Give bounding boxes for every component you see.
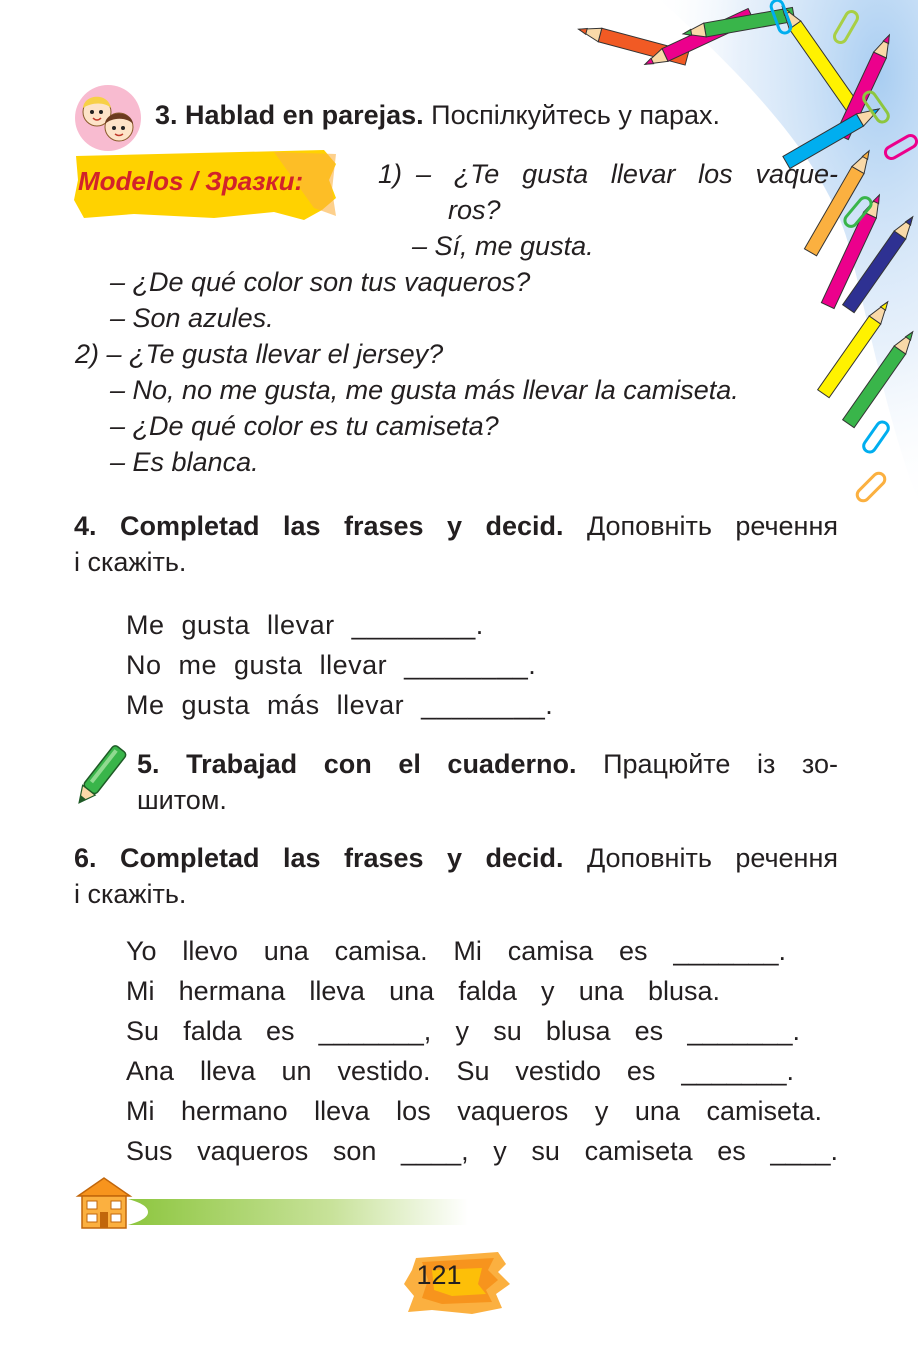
- footer-green-bar: [128, 1197, 468, 1227]
- dialogue-1-question-b: ros?: [448, 195, 501, 225]
- models-label-box: [74, 150, 336, 220]
- exercise-6-heading-cont: і скажіть.: [74, 879, 187, 909]
- exercise-title-es: Completad las frases y decid.: [120, 511, 564, 541]
- exercise-title-uk: Доповніть речення: [586, 843, 838, 873]
- dialogue-1-answer-2: – Son azules.: [110, 303, 274, 333]
- dialogue-2-answer: – No, no me gusta, me gusta más llevar la camiseta.: [110, 375, 739, 405]
- exercise-4-line: Me gusta más llevar ________.: [126, 690, 554, 720]
- exercise-title-uk: Доповніть речення: [586, 511, 838, 541]
- colored-pencils-decoration: [540, 0, 918, 520]
- exercise-title-uk: Поспілкуйтесь у парах.: [431, 100, 720, 130]
- dialogue-2-answer-2: – Es blanca.: [110, 447, 259, 477]
- dialogue-1-question-a: – ¿Te gusta llevar los vaque-: [416, 159, 838, 189]
- exercise-6-line: Su falda es _______, y su blusa es _______.: [126, 1016, 800, 1046]
- exercise-6-line: Ana lleva un vestido. Su vestido es _______.: [126, 1056, 794, 1086]
- exercise-5-heading-cont: шитом.: [137, 785, 227, 815]
- exercise-title-uk: Працюйте із зо-: [603, 749, 838, 779]
- exercise-6-line: Mi hermano lleva los vaqueros y una camiseta.: [126, 1096, 822, 1126]
- dialogue-2-question: 2) – ¿Te gusta llevar el jersey?: [75, 339, 444, 369]
- exercise-4-heading-cont: і скажіть.: [74, 547, 187, 577]
- exercise-number: 6.: [74, 843, 97, 873]
- exercise-title-es: Completad las frases y decid.: [120, 843, 564, 873]
- dialogue-1-answer: – Sí, me gusta.: [412, 231, 594, 261]
- exercise-6-line: Mi hermana lleva una falda y una blusa.: [126, 976, 720, 1006]
- page-number: 121: [416, 1260, 462, 1290]
- dialogue-1-question-2: – ¿De qué color son tus vaqueros?: [110, 267, 531, 297]
- dialogue-2-question-2: – ¿De qué color es tu camiseta?: [110, 411, 499, 441]
- exercise-title-es: Hablad en parejas.: [185, 100, 424, 130]
- exercise-5-heading: [137, 746, 838, 782]
- exercise-6-line: Yo llevo una camisa. Mi camisa es _______.: [126, 936, 786, 966]
- exercise-3-heading: [155, 97, 720, 133]
- kids-faces-icon: [72, 84, 146, 152]
- dialogue-1-number: 1): [378, 159, 403, 189]
- exercise-4-line: No me gusta llevar ________.: [126, 650, 537, 680]
- exercise-4-line: Me gusta llevar ________.: [126, 610, 484, 640]
- house-icon: [74, 1176, 134, 1230]
- exercise-6-line: Sus vaqueros son ____, y su camiseta es ____.: [126, 1136, 838, 1166]
- exercise-number: 3.: [155, 100, 178, 130]
- exercise-number: 5.: [137, 749, 160, 779]
- exercise-number: 4.: [74, 511, 97, 541]
- exercise-4-heading: [74, 508, 838, 544]
- models-label: Modelos / Зразки:: [78, 166, 304, 196]
- green-pen-icon: [72, 740, 128, 812]
- exercise-title-es: Trabajad con el cuaderno.: [186, 749, 577, 779]
- exercise-6-heading: [74, 840, 838, 876]
